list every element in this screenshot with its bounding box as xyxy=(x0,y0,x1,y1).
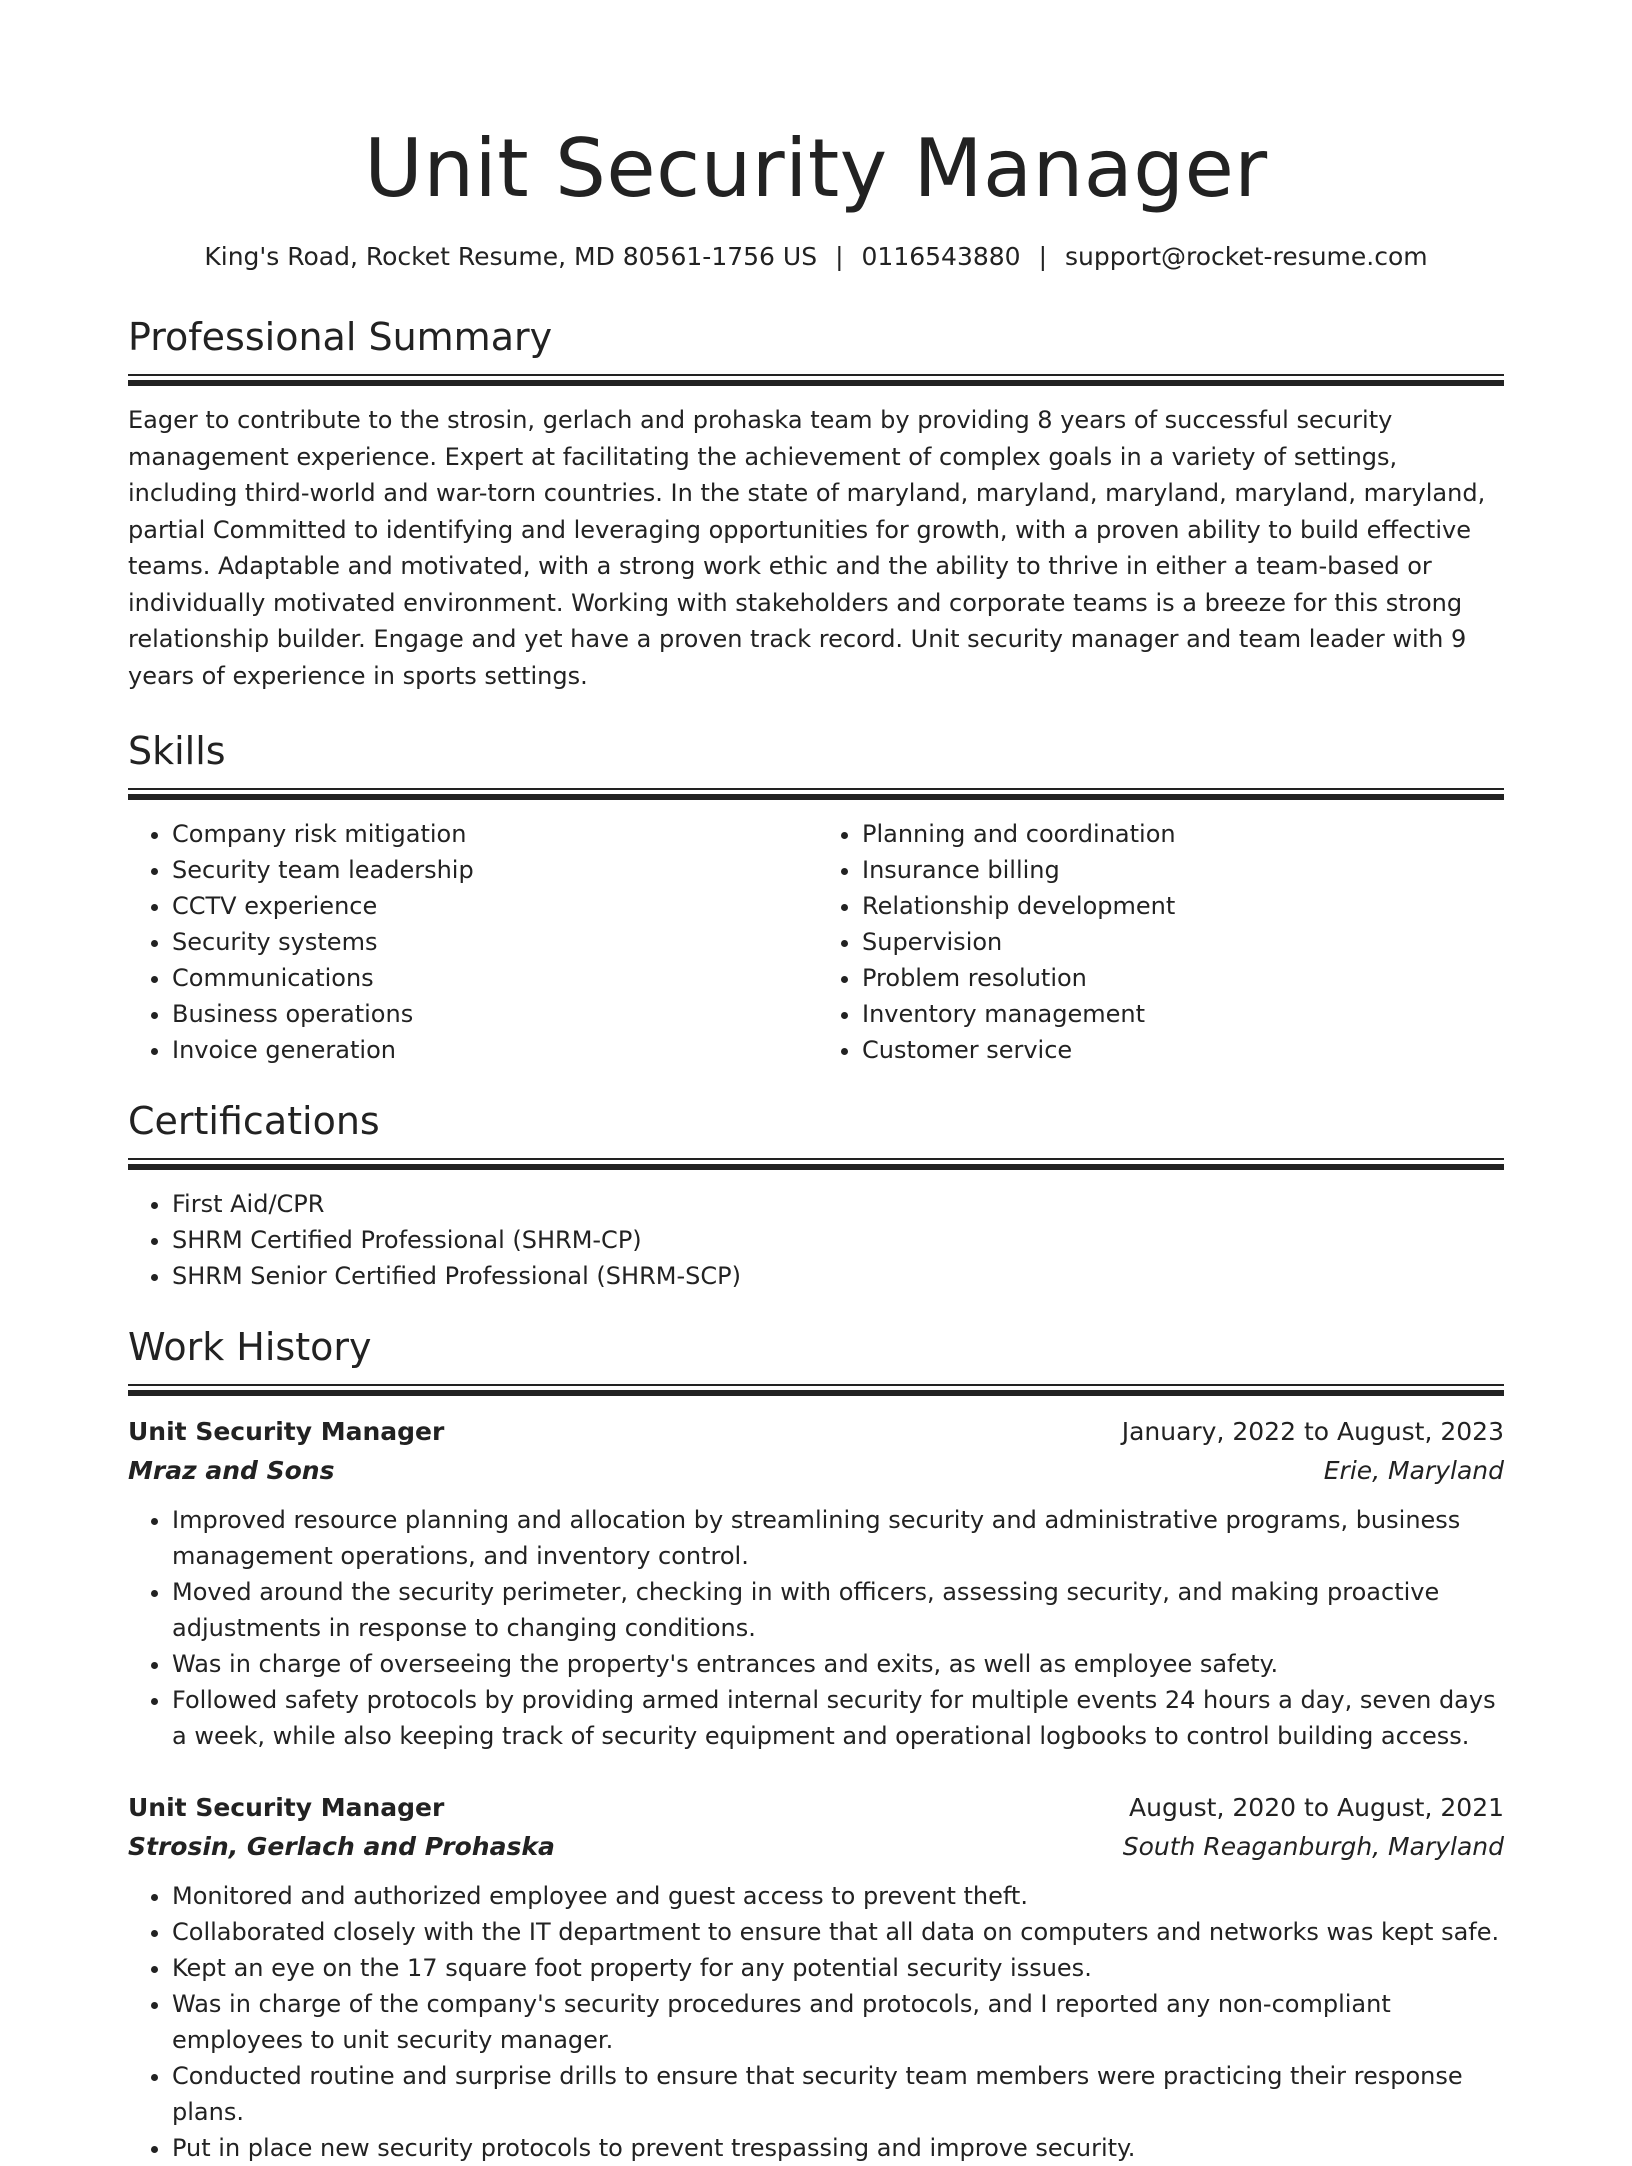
list-item: • Security team leadership xyxy=(172,852,816,888)
resume-page xyxy=(128,0,1504,2166)
list-item: • Followed safety protocols by providing armed internal security for multiple events 24 hours a day, seven days a week, while also keeping track of security equipment and operational logbooks to control building access. xyxy=(172,1682,1504,1754)
section-heading: Certifications xyxy=(128,1099,380,1143)
list-item: • Improved resource planning and allocation by streamlining security and administrative programs, business management operations, and inventory control. xyxy=(172,1502,1504,1574)
contact-separator: | xyxy=(1038,242,1048,271)
job-location: Erie, Maryland xyxy=(1323,1456,1504,1485)
job-title: Unit Security Manager xyxy=(128,1417,445,1446)
job-company: Mraz and Sons xyxy=(128,1456,335,1485)
job-company-row xyxy=(128,1451,1504,1490)
section-work-history xyxy=(128,1324,1504,2166)
section-certifications xyxy=(128,1098,1504,1294)
contact-separator: | xyxy=(835,242,844,271)
summary-text: Eager to contribute to the strosin, gerlach and prohaska team by providing 8 years of successful security management experience. Expert at facilitating the achievement of complex goals in a variety of settings, including third-world and war-torn countries. In the state of maryland, maryland, maryland, maryland, maryland, partial Committed to identifying and leveraging opportunities for growth, with a proven ability to build effective teams. Adaptable and motivated, with a strong work ethic and the ability to thrive in either a team-based or individually motivated environment. Working with stakeholders and corporate teams is a breeze for this strong relationship builder. Engage and yet have a proven track record. Unit security manager and team leader with 9 years of experience in sports settings. xyxy=(128,406,1486,690)
job-dates: January, 2022 to August, 2023 xyxy=(1121,1417,1504,1446)
job-entry xyxy=(128,1788,1504,2166)
section-heading: Professional Summary xyxy=(128,315,553,359)
job-bullets xyxy=(128,1502,1504,1754)
contact-email[interactable]: support@rocket-resume.com xyxy=(1065,242,1428,271)
list-item: • Put in place new security protocols to prevent trespassing and improve security. xyxy=(172,2130,1504,2166)
list-item: • Relationship development xyxy=(862,888,1504,924)
section-divider xyxy=(128,1384,1504,1396)
list-item: • Monitored and authorized employee and guest access to prevent theft. xyxy=(172,1878,1504,1914)
list-item: • Was in charge of overseeing the property's entrances and exits, as well as employee safety. xyxy=(172,1646,1504,1682)
list-item: • SHRM Certified Professional (SHRM-CP) xyxy=(172,1222,1504,1258)
section-divider xyxy=(128,1158,1504,1170)
list-item: • Invoice generation xyxy=(172,1032,816,1068)
list-item: • CCTV experience xyxy=(172,888,816,924)
skills-list-right xyxy=(816,816,1504,1068)
job-header-row xyxy=(128,1412,1504,1451)
section-skills xyxy=(128,728,1504,1068)
list-item: • Kept an eye on the 17 square foot property for any potential security issues. xyxy=(172,1950,1504,1986)
section-heading: Skills xyxy=(128,729,226,773)
list-item: • Insurance billing xyxy=(862,852,1504,888)
contact-phone: 0116543880 xyxy=(861,242,1021,271)
list-item: • Company risk mitigation xyxy=(172,816,816,852)
list-item: • Planning and coordination xyxy=(862,816,1504,852)
list-item: • Inventory management xyxy=(862,996,1504,1032)
section-heading: Work History xyxy=(128,1325,372,1369)
job-company: Strosin, Gerlach and Prohaska xyxy=(128,1832,555,1861)
certifications-list xyxy=(128,1186,1504,1294)
contact-line xyxy=(128,240,1504,274)
section-divider xyxy=(128,788,1504,800)
list-item: • Was in charge of the company's security procedures and protocols, and I reported any non-compliant employees to unit security manager. xyxy=(172,1986,1504,2058)
job-company-row xyxy=(128,1827,1504,1866)
list-item: • Conducted routine and surprise drills to ensure that security team members were practicing their response plans. xyxy=(172,2058,1504,2130)
contact-address: King's Road, Rocket Resume, MD 80561-1756 US xyxy=(204,242,818,271)
list-item: • Problem resolution xyxy=(862,960,1504,996)
list-item: • SHRM Senior Certified Professional (SHRM-SCP) xyxy=(172,1258,1504,1294)
job-location: South Reaganburgh, Maryland xyxy=(1122,1832,1504,1861)
job-dates: August, 2020 to August, 2021 xyxy=(1129,1793,1504,1822)
skills-list-left xyxy=(128,816,816,1068)
list-item: • Communications xyxy=(172,960,816,996)
list-item: • Customer service xyxy=(862,1032,1504,1068)
list-item: • First Aid/CPR xyxy=(172,1186,1504,1222)
job-bullets xyxy=(128,1878,1504,2166)
job-title: Unit Security Manager xyxy=(128,1793,445,1822)
list-item: • Moved around the security perimeter, checking in with officers, assessing security, and making proactive adjustments in response to changing conditions. xyxy=(172,1574,1504,1646)
job-entry xyxy=(128,1412,1504,1754)
job-header-row xyxy=(128,1788,1504,1827)
page-title: Unit Security Manager xyxy=(364,122,1268,215)
section-summary xyxy=(128,314,1504,694)
skills-columns xyxy=(128,800,1504,1068)
list-item: • Business operations xyxy=(172,996,816,1032)
list-item: • Supervision xyxy=(862,924,1504,960)
list-item: • Security systems xyxy=(172,924,816,960)
section-divider xyxy=(128,374,1504,386)
list-item: • Collaborated closely with the IT department to ensure that all data on computers and networks was kept safe. xyxy=(172,1914,1504,1950)
